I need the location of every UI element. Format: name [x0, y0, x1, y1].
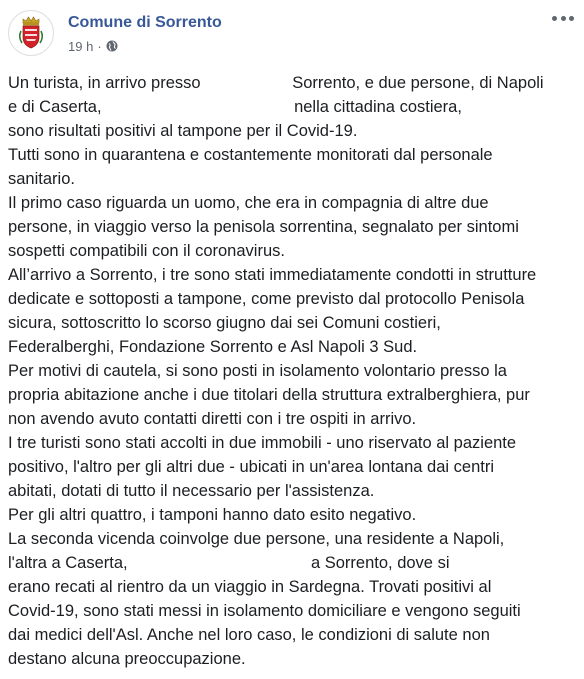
post-text-line: Federalberghi, Fondazione Sorrento e Asl Napoli 3 Sud.	[8, 338, 418, 356]
post-text-line: I tre turisti sono stati accolti in due immobili - uno riservato al paziente	[8, 434, 517, 452]
post-text	[8, 71, 578, 671]
meta-separator: ·	[97, 38, 102, 54]
post-text-line: e di Caserta, nella cittadina costiera,	[8, 98, 462, 116]
post-text-line: All’arrivo a Sorrento, i tre sono stati immediatamente condotti in strutture	[8, 266, 537, 284]
page-avatar[interactable]	[8, 10, 54, 56]
post-text-line: sono risultati positivi al tampone per il Covid-19.	[8, 122, 358, 140]
post-meta	[68, 38, 118, 54]
post-text-line: erano recati al rientro da un viaggio in Sardegna. Trovati positivi al	[8, 578, 492, 596]
post-text-line: dedicate e sottoposti a tampone, come previsto dal protocollo Penisola	[8, 290, 525, 308]
post-text-line: non avendo avuto contatti diretti con i tre ospiti in arrivo.	[8, 410, 417, 428]
more-options-icon[interactable]	[552, 12, 574, 24]
post-header	[0, 0, 584, 64]
post-text-line: propria abitazione anche i due titolari della struttura extralberghiera, pur	[8, 386, 530, 404]
post-text-line: Per motivi di cautela, si sono posti in isolamento volontario presso la	[8, 362, 507, 380]
post-text-line: Il primo caso riguarda un uomo, che era in compagnia di altre due	[8, 194, 489, 212]
post-text-line: persone, in viaggio verso la penisola sorrentina, segnalato per sintomi	[8, 218, 519, 236]
post-text-line: Per gli altri quattro, i tamponi hanno dato esito negativo.	[8, 506, 417, 524]
post-text-line: l'altra a Caserta, a Sorrento, dove si	[8, 554, 450, 572]
post-text-line: sicura, sottoscritto lo scorso giugno dai sei Comuni costieri,	[8, 314, 441, 332]
post-text-line: sanitario.	[8, 170, 75, 188]
post-text-line: positivo, l'altro per gli altri due - ubicati in un'area lontana dai centri	[8, 458, 494, 476]
post-text-line: sospetti compatibili con il coronavirus.	[8, 242, 285, 260]
post-text-line: Un turista, in arrivo presso Sorrento, e due persone, di Napoli	[8, 74, 544, 92]
page-name-link[interactable]: Comune di Sorrento	[68, 14, 222, 31]
post-text-line: La seconda vicenda coinvolge due persone, una residente a Napoli,	[8, 530, 505, 548]
post-text-line: dai medici dell'Asl. Anche nel loro caso, le condizioni di salute non	[8, 626, 490, 644]
post-text-line: destano alcuna preoccupazione.	[8, 650, 246, 668]
post-text-line: Covid-19, sono stati messi in isolamento domiciliare e vengono seguiti	[8, 602, 521, 620]
globe-icon[interactable]	[106, 40, 118, 52]
post-text-line: abitati, dotati di tutto il necessario per l'assistenza.	[8, 482, 375, 500]
crest-icon	[9, 11, 53, 55]
post-text-line: Tutti sono in quarantena e costantemente monitorati dal personale	[8, 146, 493, 164]
post-timestamp[interactable]: 19 h	[68, 38, 94, 54]
